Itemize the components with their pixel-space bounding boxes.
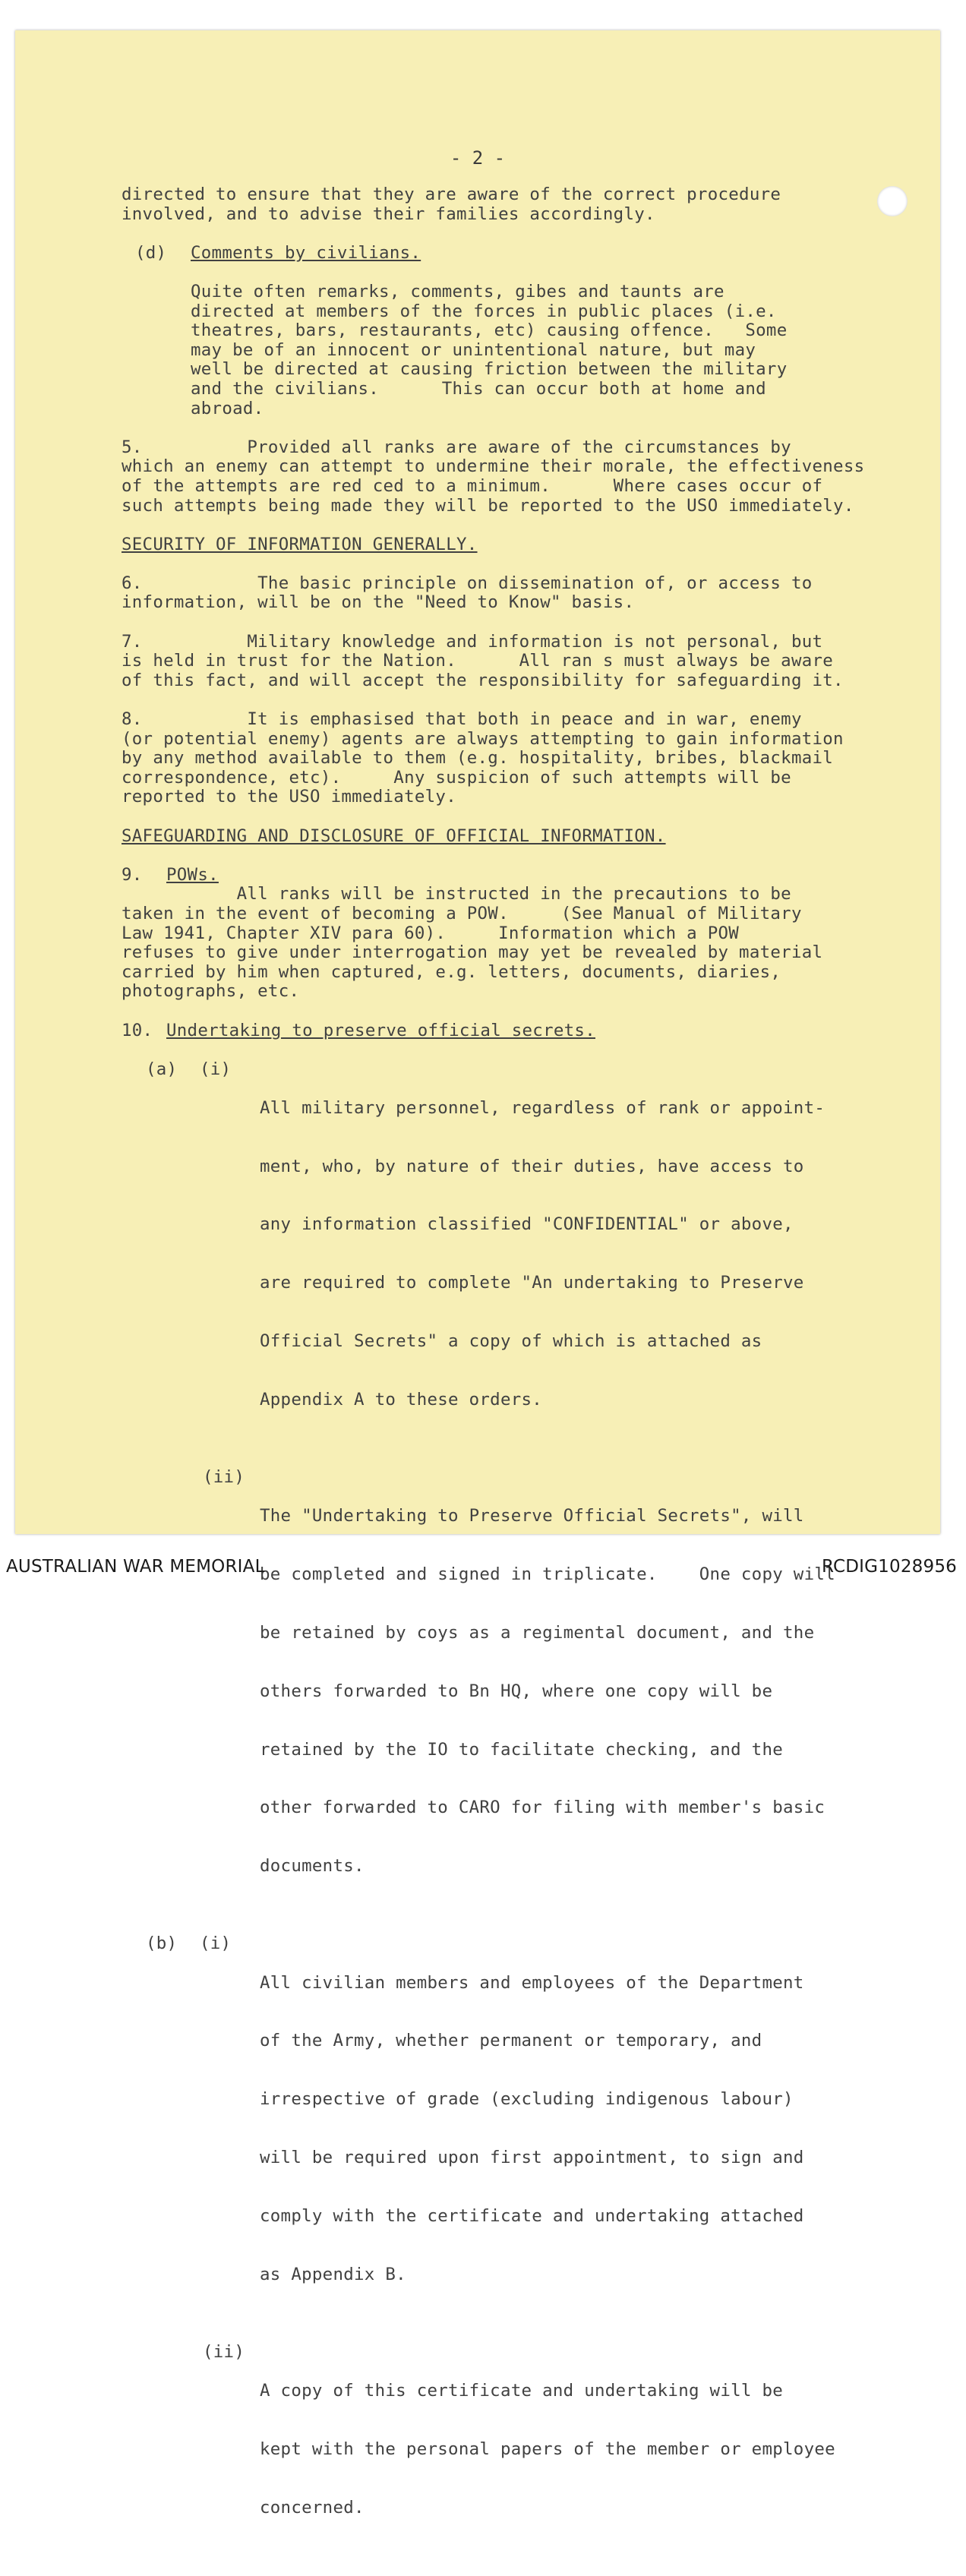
text-line: kept with the personal papers of the member or employee: [260, 2439, 835, 2459]
text-line: 5. Provided all ranks are aware of the circumstances by: [122, 437, 791, 457]
paragraph-10-heading: [122, 1021, 949, 1041]
text-line: of the Army, whether permanent or temporary, and: [260, 2031, 762, 2051]
paragraph-9: [122, 866, 949, 1002]
text-line: Appendix A to these orders.: [260, 1389, 543, 1410]
paragraph-6: [122, 574, 949, 613]
paragraph-7: [122, 633, 949, 691]
text-line: other forwarded to CARO for filing with member's basic: [260, 1798, 826, 1818]
text-line: involved, and to advise their families accordingly.: [122, 204, 655, 224]
text-line: of the attempts are red ced to a minimum. Where cases occur of: [122, 475, 823, 496]
paragraph-heading: POWs.: [166, 864, 219, 885]
text-line: and the civilians. This can occur both at home and: [191, 378, 766, 399]
item-label: (i): [200, 1934, 232, 1954]
text-line: Official Secrets" a copy of which is attached as: [260, 1331, 762, 1352]
section-heading: SECURITY OF INFORMATION GENERALLY.: [122, 534, 478, 554]
item-body: [260, 1934, 804, 2323]
subsection-a-ii: [122, 1468, 949, 1915]
text-line: photographs, etc.: [122, 981, 300, 1002]
text-line: is held in trust for the Nation. All ran s must always be aware: [122, 651, 834, 671]
text-line: 7. Military knowledge and information is not personal, but: [122, 631, 823, 652]
text-line: well be directed at causing friction between the military: [191, 359, 788, 380]
item-body: [260, 1468, 835, 1915]
text-line: All ranks will be instructed in the precautions to be: [122, 884, 791, 904]
text-line: reported to the USO immediately.: [122, 787, 456, 807]
text-line: The "Undertaking to Preserve Official Secrets", will: [260, 1506, 804, 1526]
text-line: concerned.: [260, 2497, 365, 2518]
subsection-label: (a): [146, 1059, 178, 1079]
intro-paragraph: [122, 185, 949, 224]
text-line: 6. The basic principle on dissemination of, or access to: [122, 573, 813, 593]
text-line: of this fact, and will accept the responsibility for safeguarding it.: [122, 670, 844, 690]
text-line: ment, who, by nature of their duties, have access to: [260, 1156, 804, 1176]
page-number: - 2 -: [450, 147, 506, 169]
paragraph-5: [122, 438, 949, 516]
text-line: Quite often remarks, comments, gibes and taunts are: [191, 281, 724, 301]
item-label: (ii): [203, 1467, 245, 1488]
item-body: [260, 2343, 835, 2557]
text-line: others forwarded to Bn HQ, where one copy will be: [260, 1681, 773, 1701]
text-line: be retained by coys as a regimental document, and the: [260, 1622, 815, 1643]
paragraph-heading: Undertaking to preserve official secrets.: [166, 1020, 595, 1040]
text-line: irrespective of grade (excluding indigenous labour): [260, 2089, 794, 2110]
subsection-a-i: [122, 1060, 949, 1449]
text-line: such attempts being made they will be reported to the USO immediately.: [122, 495, 854, 516]
text-line: Law 1941, Chapter XIV para 60). Information which a POW: [122, 923, 740, 943]
text-line: taken in the event of becoming a POW. (See Manual of Military: [122, 903, 802, 923]
text-line: may be of an innocent or unintentional nature, but may: [191, 339, 756, 360]
text-line: 8. It is emphasised that both in peace and in war, enemy: [122, 709, 802, 730]
item-body: [260, 1060, 825, 1449]
text-line: refuses to give under interrogation may yet be revealed by material: [122, 942, 823, 963]
text-line: documents.: [260, 1856, 365, 1877]
text-line: comply with the certificate and undertaking attached: [260, 2205, 804, 2226]
text-line: any information classified "CONFIDENTIAL" or above,: [260, 1214, 794, 1235]
text-line: All civilian members and employees of the Department: [260, 1972, 804, 1993]
section-heading: SAFEGUARDING AND DISCLOSURE OF OFFICIAL INFORMATION.: [122, 826, 666, 846]
section-heading-safeguarding: [122, 827, 949, 847]
text-line: be completed and signed in triplicate. One copy will: [260, 1564, 835, 1585]
text-line: abroad.: [191, 398, 264, 418]
text-line: which an enemy can attempt to undermine their morale, the effectiveness: [122, 456, 865, 477]
subsection-d-heading: [122, 244, 949, 264]
text-line: correspondence, etc). Any suspicion of such attempts will be: [122, 767, 791, 788]
text-line: will be required upon first appointment, to sign and: [260, 2147, 804, 2167]
text-line: All military personnel, regardless of rank or appoint-: [260, 1097, 826, 1118]
footer-record-id: RCDIG1028956: [821, 1557, 957, 1577]
subsection-b-ii: [122, 2343, 949, 2557]
text-line: directed at members of the forces in public places (i.e.: [191, 301, 777, 321]
footer-archive-name: AUSTRALIAN WAR MEMORIAL: [6, 1557, 265, 1577]
section-heading-security: [122, 535, 949, 555]
text-line: theatres, bars, restaurants, etc) causing offence. Some: [191, 320, 788, 341]
paragraph-8: [122, 710, 949, 807]
text-line: by any method available to them (e.g. hospitality, bribes, blackmail: [122, 748, 834, 769]
text-line: retained by the IO to facilitate checking, and the: [260, 1739, 784, 1760]
text-line: (or potential enemy) agents are always attempting to gain information: [122, 728, 844, 749]
text-line: are required to complete "An undertaking to Preserve: [260, 1273, 804, 1293]
text-line: as Appendix B.: [260, 2264, 406, 2284]
paragraph-number: 10.: [122, 1020, 153, 1040]
text-line: A copy of this certificate and undertaking will be: [260, 2381, 784, 2401]
subsection-label: (d): [135, 242, 167, 263]
item-label: (i): [200, 1059, 232, 1079]
subsection-heading: Comments by civilians.: [191, 242, 421, 263]
text-line: information, will be on the "Need to Know" basis.: [122, 592, 635, 613]
text-line: directed to ensure that they are aware of the correct procedure: [122, 185, 781, 204]
subsection-d-body: [122, 283, 949, 418]
text-line: carried by him when captured, e.g. letters, documents, diaries,: [122, 961, 781, 982]
subsection-b-i: [122, 1934, 949, 2323]
item-label: (ii): [203, 2341, 245, 2362]
paragraph-number: 9.: [122, 864, 143, 885]
subsection-label: (b): [146, 1934, 178, 1954]
document-body: [122, 185, 949, 2576]
